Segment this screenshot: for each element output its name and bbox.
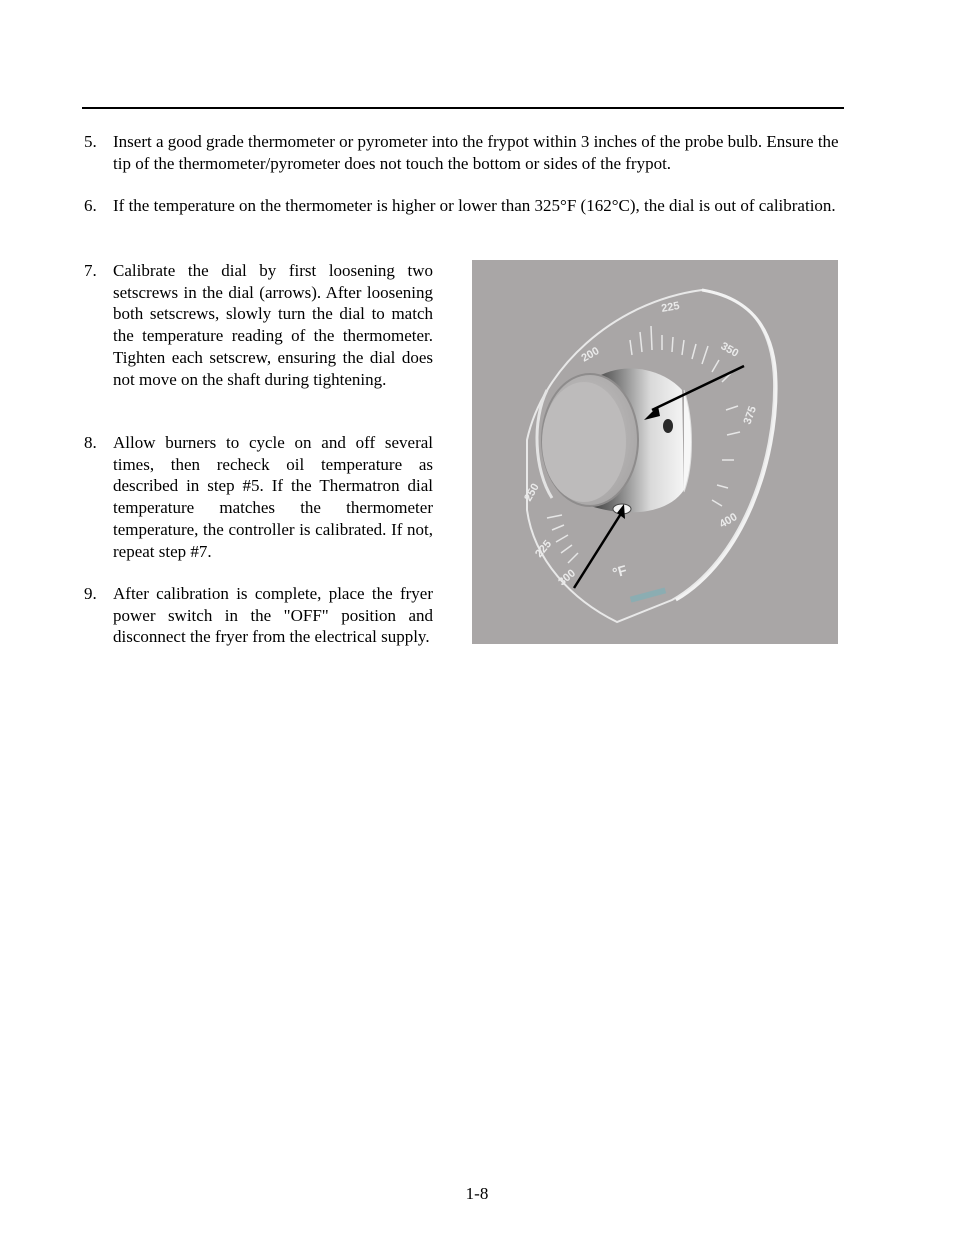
dial-label: 300: [556, 567, 578, 589]
step-text: Allow burners to cycle on and off several times, then recheck oil temperature as described in step #5. If the Thermatron dial temperature matches the thermometer temperature, the controller is calibrated. If not, repeat step #7.: [113, 433, 433, 561]
step-text: Insert a good grade thermometer or pyrometer into the frypot within 3 inches of the probe bulb. Ensure the tip of the thermometer/pyrometer does not touch the bottom or sides of the frypot.: [113, 132, 839, 173]
dial-illustration: [472, 260, 838, 644]
thermatron-dial-figure: [472, 260, 838, 644]
step-number: 6.: [84, 196, 97, 215]
dial-label: 400: [717, 511, 740, 531]
step-text: After calibration is complete, place the fryer power switch in the "OFF" position and disconnect the fryer from the electrical supply.: [113, 584, 433, 647]
header-rule: [82, 107, 844, 109]
step-text: If the temperature on the thermometer is higher or lower than 325°F (162°C), the dial is out of calibration.: [113, 196, 836, 215]
step-number: 5.: [84, 132, 97, 151]
step-number: 7.: [84, 261, 97, 280]
dial-label: 350: [718, 340, 741, 360]
step-number: 8.: [84, 433, 97, 452]
dial-label: 250: [522, 481, 542, 504]
dial-label: 225: [660, 299, 681, 315]
page-number: 1-8: [465, 1184, 489, 1203]
dial-label: 200: [579, 345, 602, 365]
dial-label: °F: [610, 561, 629, 581]
step-number: 9.: [84, 584, 97, 603]
dial-label: 225: [533, 538, 555, 560]
step-text: Calibrate the dial by first loosening two setscrews in the dial (arrows). After loosening both setscrews, slowly turn the dial to match the temperature reading of the thermometer. Tighten each setscrew, ensuring the dial does not move on the shaft during tightening.: [113, 261, 433, 389]
setscrew-hole-icon: [663, 419, 673, 433]
dial-label: 375: [741, 404, 760, 427]
